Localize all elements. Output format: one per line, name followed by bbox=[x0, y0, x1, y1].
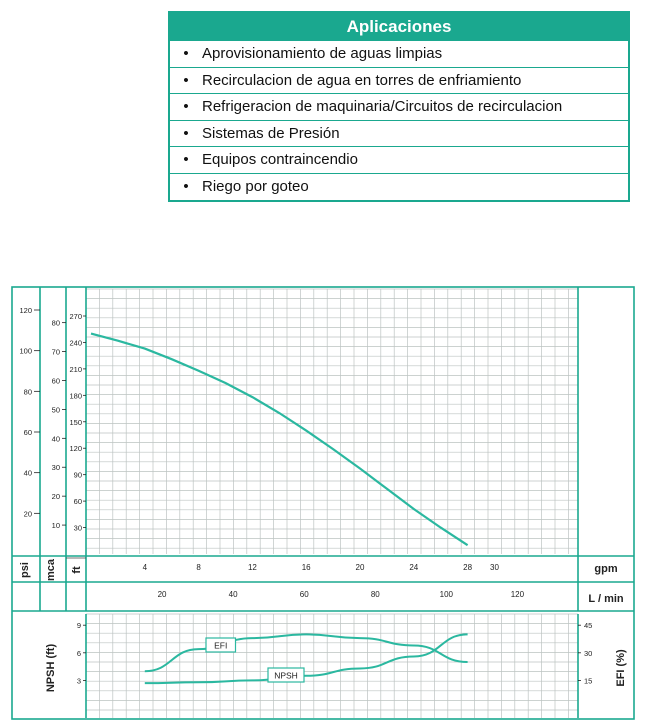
lmin-tick-label: 60 bbox=[299, 590, 309, 599]
lmin-tick-label: 100 bbox=[439, 590, 454, 599]
gpm-tick-label: 20 bbox=[355, 563, 365, 572]
bullet-icon: • bbox=[183, 151, 189, 169]
efi-axis-label: EFI (%) bbox=[615, 649, 627, 687]
mca-tick-label: 60 bbox=[51, 376, 60, 386]
ft-tick-label: 180 bbox=[69, 391, 82, 401]
lmin-tick-label: 40 bbox=[228, 590, 238, 599]
head-curve-line bbox=[91, 334, 468, 546]
gpm-tick-label: 12 bbox=[247, 563, 257, 572]
ft-tick-label: 150 bbox=[69, 417, 82, 427]
efi-tick-label: 15 bbox=[584, 676, 593, 686]
lmin-tick-label: 20 bbox=[157, 590, 167, 599]
bullet-icon: • bbox=[183, 177, 189, 195]
lmin-axis-label: L / min bbox=[588, 593, 624, 605]
lmin-tick-label: 120 bbox=[510, 590, 525, 599]
bullet-icon: • bbox=[183, 45, 189, 62]
chart-frame bbox=[12, 287, 634, 719]
mca-tick-label: 10 bbox=[51, 521, 60, 531]
lmin-tick-label: 80 bbox=[370, 590, 380, 599]
application-item-label: Riego por goteo bbox=[202, 177, 309, 195]
efi-tick-label: 45 bbox=[584, 621, 593, 631]
npsh-tick-label: 9 bbox=[76, 621, 81, 631]
ft-tick-label: 270 bbox=[69, 312, 82, 321]
gpm-tick-label: 8 bbox=[196, 563, 201, 572]
legend-label: EFI bbox=[214, 640, 228, 651]
mca-tick-label: 80 bbox=[51, 318, 60, 328]
application-item-label: Aprovisionamiento de aguas limpias bbox=[202, 45, 443, 62]
psi-axis-label: psi bbox=[19, 562, 31, 578]
gpm-axis-label: gpm bbox=[594, 563, 618, 575]
ft-tick-label: 240 bbox=[69, 338, 82, 348]
bullet-icon: • bbox=[183, 124, 189, 142]
application-item-label: Refrigeracion de maquinaria/Circuitos de recirculacion bbox=[202, 98, 563, 116]
mca-axis-label: mca bbox=[45, 558, 57, 582]
psi-tick-label: 60 bbox=[23, 428, 32, 438]
npsh-tick-label: 6 bbox=[76, 648, 81, 658]
application-item-label: Equipos contraincendio bbox=[202, 151, 358, 169]
application-item-label: Recirculacion de agua en torres de enfriamiento bbox=[202, 71, 522, 89]
ft-tick-label: 30 bbox=[73, 523, 82, 533]
ft-tick-label: 60 bbox=[73, 497, 82, 507]
application-item-label: Sistemas de Presión bbox=[202, 124, 340, 142]
gpm-tick-label: 28 bbox=[463, 563, 473, 572]
bullet-icon: • bbox=[183, 98, 189, 116]
ft-axis-label: ft bbox=[71, 566, 83, 574]
psi-tick-label: 120 bbox=[19, 306, 32, 316]
npsh-tick-label: 3 bbox=[76, 676, 81, 686]
mca-tick-label: 20 bbox=[51, 492, 60, 502]
psi-tick-label: 80 bbox=[23, 387, 32, 397]
mca-tick-label: 70 bbox=[51, 347, 60, 357]
mca-tick-label: 50 bbox=[51, 405, 60, 415]
mca-tick-label: 30 bbox=[51, 463, 60, 473]
ft-tick-label: 210 bbox=[69, 364, 82, 374]
gpm-tick-label: 24 bbox=[409, 563, 419, 572]
ft-tick-label: 90 bbox=[73, 470, 82, 480]
psi-tick-label: 100 bbox=[19, 346, 32, 356]
efi-tick-label: 30 bbox=[584, 648, 593, 658]
legend-label: NPSH bbox=[274, 670, 298, 681]
psi-tick-label: 40 bbox=[23, 468, 32, 478]
gpm-tick-label: 16 bbox=[301, 563, 311, 572]
gpm-tick-label: 4 bbox=[142, 563, 148, 572]
bullet-icon: • bbox=[183, 71, 189, 89]
ft-tick-label: 120 bbox=[69, 444, 82, 454]
gpm-tick-label: 30 bbox=[490, 563, 499, 572]
psi-tick-label: 20 bbox=[23, 509, 32, 519]
applications-title: Aplicaciones bbox=[170, 13, 628, 40]
npsh-axis-label: NPSH (ft) bbox=[45, 643, 57, 693]
mca-tick-label: 40 bbox=[51, 434, 60, 444]
